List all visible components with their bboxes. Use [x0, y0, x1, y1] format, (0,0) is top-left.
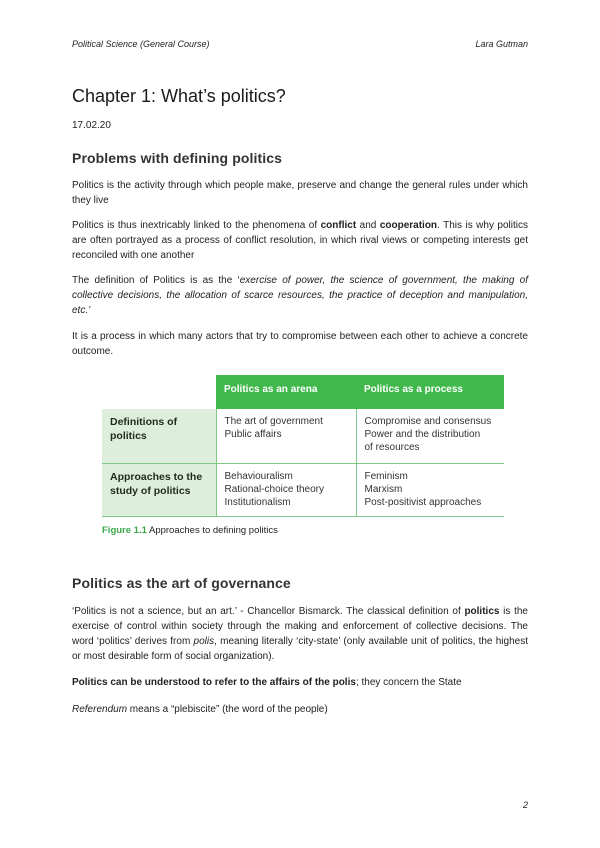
row-header-definitions: Definitions of politics: [102, 409, 216, 464]
figure-label: Figure 1.1: [102, 525, 147, 536]
text-run: ; they concern the State: [355, 677, 462, 688]
paragraph-politics-definition: [72, 273, 528, 318]
cell-line: Rational-choice theory: [224, 484, 324, 495]
figure-approaches: [102, 375, 504, 536]
header-course: Political Science (General Course): [72, 39, 210, 49]
emphasis-conflict: conflict: [320, 220, 357, 231]
table-row: [102, 464, 504, 517]
column-header-arena: Politics as an arena: [216, 375, 356, 409]
paragraph-process: It is a process in which many actors that try to compromise between each other to achieve a concrete outcome.: [72, 331, 528, 357]
cell-line: The art of government: [224, 416, 323, 427]
cell-line: Feminism: [364, 471, 408, 482]
text-run: is the exercise of control within society through the making and enforcement of collective decisions. The word ‘politics’ derives from: [72, 606, 528, 647]
figure-caption-text: Approaches to defining politics: [146, 525, 278, 536]
row-header-approaches: Approaches to the study of politics: [102, 464, 216, 517]
paragraph-definition: Politics is the activity through which people make, preserve and change the general rules under which they live: [72, 180, 528, 206]
approaches-table: [102, 375, 504, 517]
text-run: means a “plebiscite” (the word of the people): [127, 704, 328, 715]
paragraph-bismarck: [72, 604, 528, 664]
table-corner: [102, 375, 216, 409]
section-heading-governance: Politics as the art of governance: [72, 575, 291, 591]
table-cell: [216, 409, 356, 464]
header-author: Lara Gutman: [475, 39, 528, 49]
chapter-title: Chapter 1: What’s politics?: [72, 86, 286, 106]
table-cell: [356, 409, 504, 464]
term-referendum: Referendum: [72, 704, 128, 715]
text-run: . This is why politics are often portrayed as a process of conflict resolution, in which rival views or competing interests get reconciled with one another: [72, 220, 528, 261]
text-run: , meaning literally ‘city-state’ (only available unit of politics, the highest or most desirable form of social organization).: [72, 636, 528, 662]
table-cell: [356, 464, 504, 517]
text-run: Politics is thus inextricably linked to the phenomena of: [72, 220, 321, 231]
section-heading-problems: Problems with defining politics: [72, 150, 283, 166]
cell-line: of resources: [364, 442, 420, 453]
column-header-process: Politics as a process: [356, 375, 504, 409]
emphasis-politics: politics: [464, 606, 500, 617]
paragraph-polis: [72, 675, 528, 690]
table-row: [102, 409, 504, 464]
term-polis: polis: [193, 636, 215, 647]
table-cell: [216, 464, 356, 517]
paragraph-referendum: [72, 702, 528, 717]
cell-line: Post-positivist approaches: [364, 497, 482, 508]
table-header-row: [102, 375, 504, 409]
text-run: The definition of Politics is as the ‘: [72, 275, 240, 286]
text-run: ‘Politics is not a science, but an art.’ - Chancellor Bismarck. The classical definition of: [72, 606, 465, 617]
cell-line: Behaviouralism: [224, 471, 293, 482]
cell-line: Institutionalism: [224, 497, 291, 508]
cell-line: Compromise and consensus: [364, 416, 492, 427]
page-number: 2: [522, 800, 528, 810]
cell-line: Public affairs: [224, 429, 282, 440]
cell-line: Marxism: [364, 484, 403, 495]
cell-line: Power and the distribution: [364, 429, 481, 440]
text-run: and: [356, 220, 380, 231]
quote-definition: exercise of power, the science of government, the making of collective decisions, the allocation of scarce resources, the practice of deception and manipulation, etc.’: [72, 275, 528, 316]
emphasis-cooperation: cooperation: [379, 220, 438, 231]
paragraph-conflict: [72, 218, 528, 263]
emphasis-polis-affairs: Politics can be understood to refer to the affairs of the polis: [72, 677, 356, 688]
date: 17.02.20: [72, 120, 111, 131]
figure-caption: [102, 525, 278, 536]
